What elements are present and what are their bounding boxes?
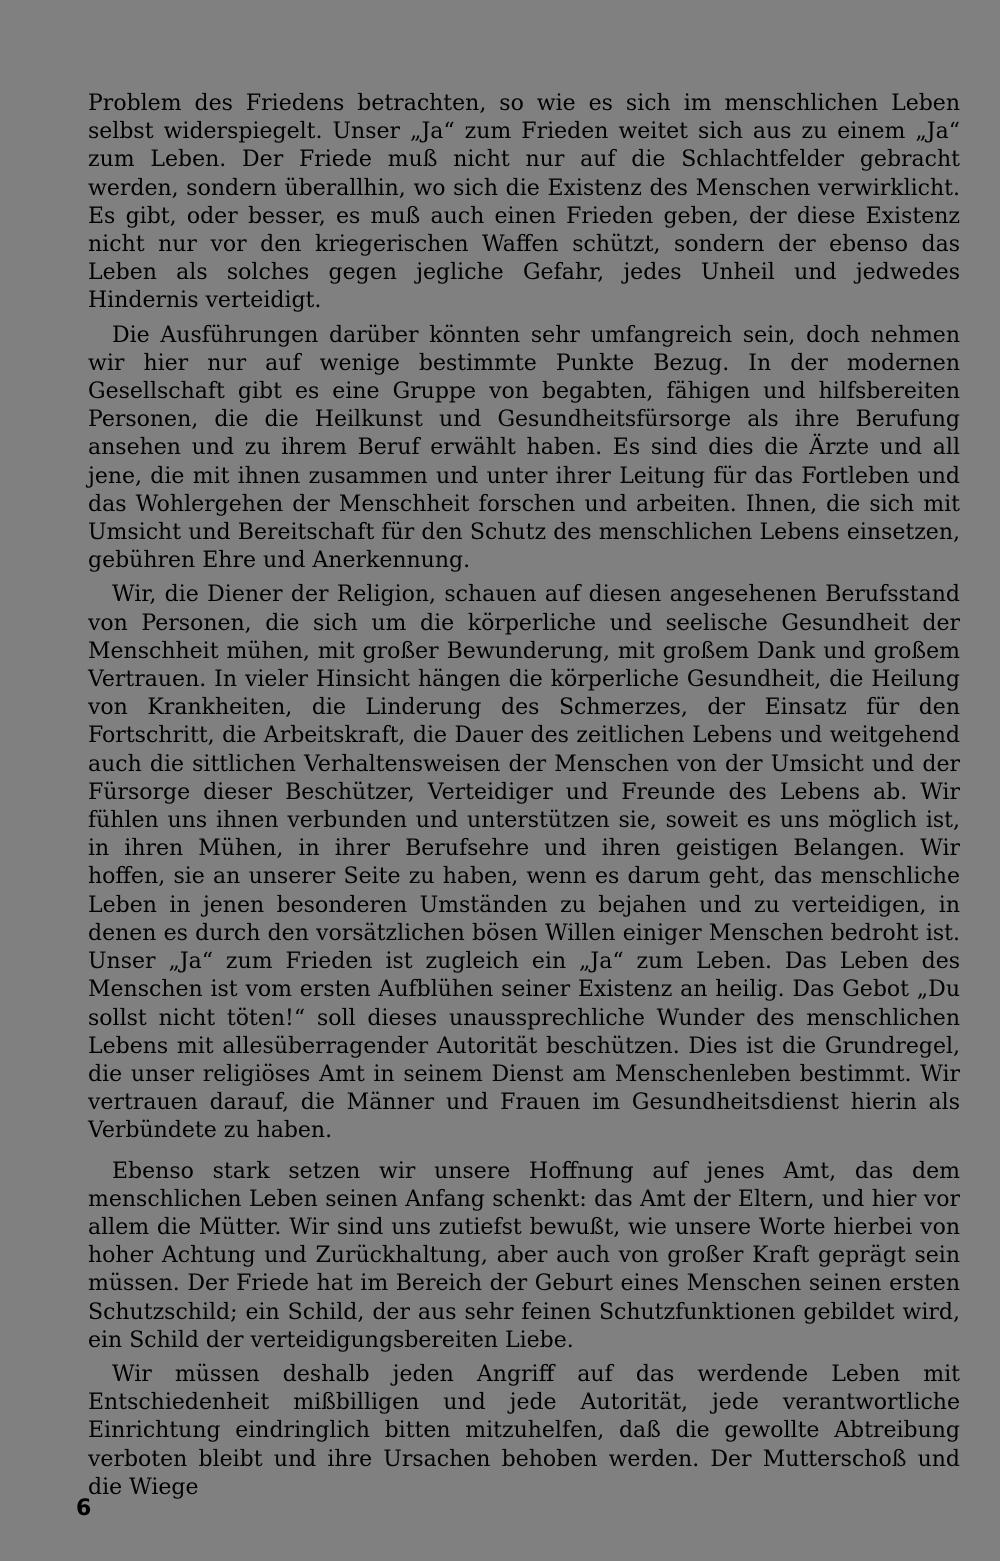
paragraph-4: Ebenso stark setzen wir unsere Hoffnung auf jenes Amt, das dem menschlichen Leben seinen Anfang schenkt: das Amt der Eltern, und hier vor allem die Mütter. Wir sind uns zutiefst bewußt, wie unsere Worte hierbei von hoher Achtung und Zurückhaltung, aber auch von großer Kraft geprägt sein müssen. Der Friede hat im Bereich der Geburt eines Menschen seinen ersten Schutzschild; ein Schild, der aus sehr feinen Schutzfunktionen gebildet wird, ein Schild der verteidigungsbereiten Liebe. [88,1158,960,1353]
page-body [88,90,960,1502]
paragraph-1: Problem des Friedens betrachten, so wie es sich im menschlichen Leben selbst widerspiegelt. Unser „Ja“ zum Frieden weitet sich aus zu einem „Ja“ zum Leben. Der Friede muß nicht nur auf die Schlachtfelder gebracht werden, sondern überallhin, wo sich die Existenz des Menschen verwirklicht. Es gibt, oder besser, es muß auch einen Frieden geben, der diese Existenz nicht nur vor den kriegerischen Waffen schützt, sondern der ebenso das Leben als solches gegen jegliche Gefahr, jedes Unheil und jedwedes Hindernis verteidigt. [88,91,960,314]
page-number: 6 [76,1496,92,1521]
paragraph-5: Wir müssen deshalb jeden Angriff auf das werdende Leben mit Entschiedenheit mißbilligen und jede Autorität, jede verantwortliche Einrichtung eindringlich bitten mitzuhelfen, daß die gewollte Abtreibung verboten bleibt und ihre Ursachen behoben werden. Der Mutterschoß und die Wiege [88,1361,960,1500]
paragraph-3: Wir, die Diener der Religion, schauen auf diesen angesehenen Berufsstand von Personen, die sich um die körperliche und seelische Gesundheit der Menschheit mühen, mit großer Bewunderung, mit großem Dank und großem Vertrauen. In vieler Hinsicht hängen die körperliche Gesundheit, die Heilung von Krankheiten, die Linderung des Schmerzes, der Einsatz für den Fortschritt, die Arbeitskraft, die Dauer des zeitlichen Lebens und weitgehend auch die sittlichen Verhaltensweisen der Menschen von der Umsicht und der Fürsorge dieser Beschützer, Verteidiger und Freunde des Lebens ab. Wir fühlen uns ihnen verbunden und unterstützen sie, soweit es uns möglich ist, in ihren Mühen, in ihrer Berufsehre und ihren geistigen Belangen. Wir hoffen, sie an unserer Seite zu haben, wenn es darum geht, das menschliche Leben in jenen besonderen Umständen zu bejahen und zu verteidigen, in denen es durch den vorsätzlichen bösen Willen einiger Menschen bedroht ist. Unser „Ja“ zum Frieden ist zugleich ein „Ja“ zum Leben. Das Leben des Menschen ist vom ersten Aufblühen seiner Existenz an heilig. Das Gebot „Du sollst nicht töten!“ soll dieses unaussprechliche Wunder des menschlichen Lebens mit allesüberragender Autorität beschützen. Dies ist die Grundregel, die unser religiöses Amt in seinem Dienst am Menschenleben bestimmt. Wir vertrauen darauf, die Männer und Frauen im Gesundheitsdienst hierin als Verbündete zu haben. [88,582,960,1144]
paragraph-2: Die Ausführungen darüber könnten sehr umfangreich sein, doch nehmen wir hier nur auf wenige bestimmte Punkte Bezug. In der modernen Gesellschaft gibt es eine Gruppe von begabten, fähigen und hilfsbereiten Personen, die die Heilkunst und Gesundheitsfürsorge als ihre Berufung ansehen und zu ihrem Beruf erwählt haben. Es sind dies die Ärzte und all jene, die mit ihnen zusammen und unter ihrer Leitung für das Fortleben und das Wohlergehen der Menschheit forschen und arbeiten. Ihnen, die sich mit Umsicht und Bereitschaft für den Schutz des menschlichen Lebens einsetzen, gebühren Ehre und Anerkennung. [88,322,960,574]
